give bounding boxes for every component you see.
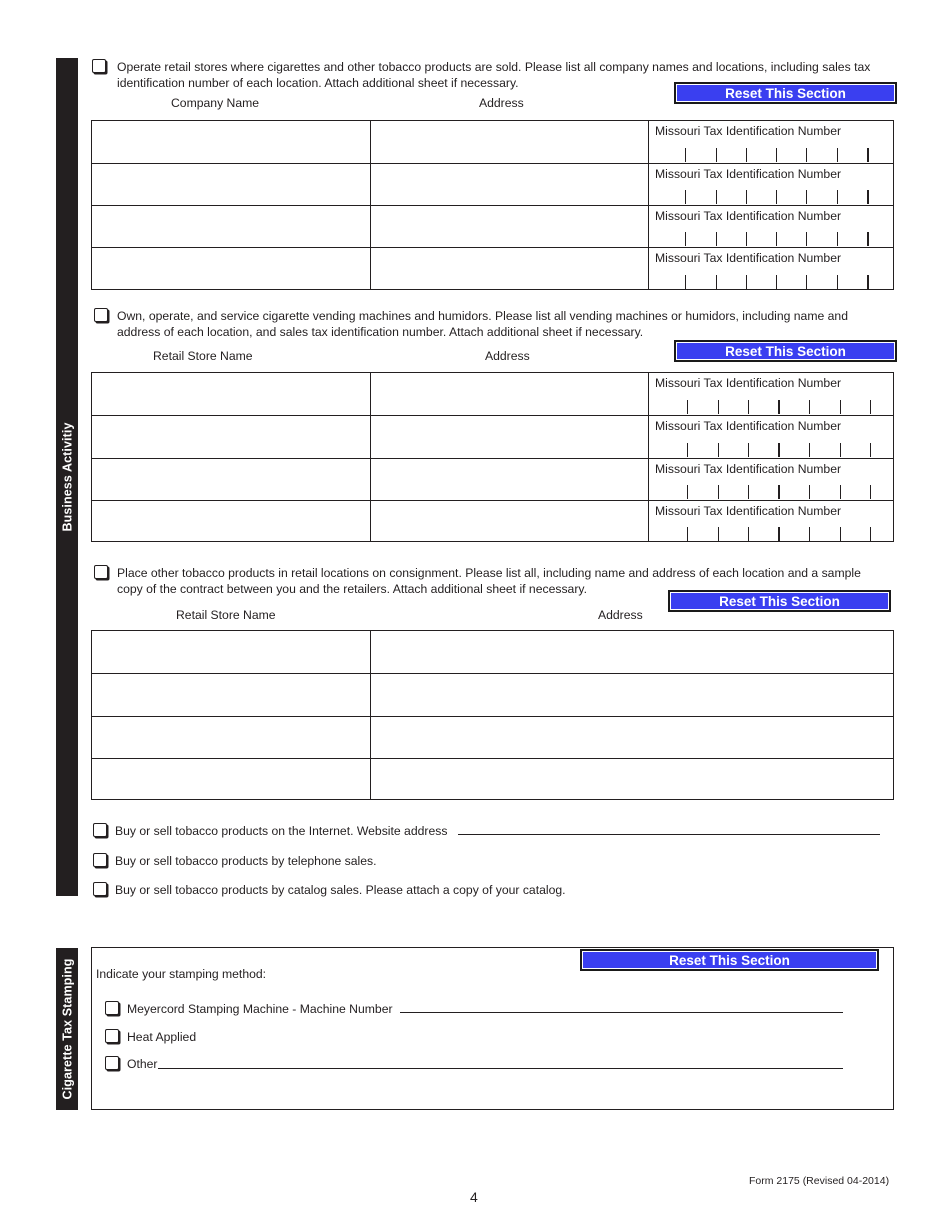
address-cell[interactable] bbox=[370, 717, 893, 758]
company-name-cell[interactable] bbox=[92, 164, 370, 205]
tin-digit-boxes[interactable] bbox=[657, 443, 871, 457]
store-name-cell[interactable] bbox=[92, 373, 370, 415]
table-row bbox=[92, 673, 893, 716]
table-row bbox=[92, 163, 893, 205]
address-cell[interactable] bbox=[370, 459, 648, 500]
tin-digit-boxes[interactable] bbox=[657, 527, 871, 541]
vending-machines-table bbox=[91, 372, 894, 542]
address-cell[interactable] bbox=[370, 501, 648, 542]
address-header: Address bbox=[598, 608, 643, 622]
table-row bbox=[92, 458, 893, 500]
internet-sales-label: Buy or sell tobacco products on the Internet. Website address bbox=[115, 824, 448, 838]
address-cell[interactable] bbox=[370, 416, 648, 458]
tin-digit-boxes[interactable] bbox=[655, 275, 869, 289]
address-cell[interactable] bbox=[370, 674, 893, 716]
table-row bbox=[92, 247, 893, 290]
reset-section-3-button[interactable]: Reset This Section bbox=[668, 590, 891, 612]
vending-machines-checkbox[interactable] bbox=[94, 308, 108, 322]
reset-section-1-button[interactable]: Reset This Section bbox=[674, 82, 897, 104]
consignment-table bbox=[91, 630, 894, 800]
cigarette-tax-stamping-label: Cigarette Tax Stamping bbox=[60, 958, 75, 1100]
address-cell[interactable] bbox=[370, 164, 648, 205]
tin-label: Missouri Tax Identification Number bbox=[655, 251, 842, 265]
address-cell[interactable] bbox=[370, 631, 893, 673]
address-cell[interactable] bbox=[370, 759, 893, 800]
table-row bbox=[92, 500, 893, 542]
table-row bbox=[92, 373, 893, 415]
other-method-label: Other bbox=[127, 1057, 158, 1071]
table-row bbox=[92, 121, 893, 163]
table-row bbox=[92, 205, 893, 247]
tin-label: Missouri Tax Identification Number bbox=[655, 209, 842, 223]
heat-applied-checkbox[interactable] bbox=[105, 1029, 119, 1043]
telephone-sales-checkbox[interactable] bbox=[93, 853, 107, 867]
tin-cell[interactable] bbox=[648, 416, 893, 458]
address-cell[interactable] bbox=[370, 121, 648, 163]
tin-label: Missouri Tax Identification Number bbox=[655, 462, 842, 476]
tin-label: Missouri Tax Identification Number bbox=[655, 167, 842, 181]
tin-cell[interactable] bbox=[648, 248, 893, 290]
address-cell[interactable] bbox=[370, 373, 648, 415]
company-name-cell[interactable] bbox=[92, 121, 370, 163]
address-header: Address bbox=[485, 349, 530, 363]
store-name-cell[interactable] bbox=[92, 631, 370, 673]
catalog-sales-checkbox[interactable] bbox=[93, 882, 107, 896]
company-name-cell[interactable] bbox=[92, 248, 370, 290]
retail-stores-question: Operate retail stores where cigarettes and other tobacco products are sold. Please list all company names and locations, including sales tax identification number of each location. Attach additional sheet if necessary. bbox=[117, 60, 871, 90]
tin-cell[interactable] bbox=[648, 373, 893, 415]
tin-label: Missouri Tax Identification Number bbox=[655, 124, 842, 138]
tin-cell[interactable] bbox=[648, 121, 893, 163]
table-row bbox=[92, 716, 893, 758]
tin-label: Missouri Tax Identification Number bbox=[655, 504, 842, 518]
business-activity-label: Business Activitiy bbox=[60, 422, 75, 532]
address-cell[interactable] bbox=[370, 248, 648, 290]
table-row bbox=[92, 758, 893, 800]
website-address-field[interactable] bbox=[458, 823, 880, 835]
consignment-question: Place other tobacco products in retail locations on consignment. Please list all, including name and address of each location and a sample copy of the contract between you and the retailers. Attach additional sheet if necessary. bbox=[117, 566, 861, 596]
vending-machines-question: Own, operate, and service cigarette vending machines and humidors. Please list all vending machines or humidors, including name and address of each location, and sales tax identification number. Attach additional sheet if necessary. bbox=[117, 309, 848, 339]
catalog-sales-label: Buy or sell tobacco products by catalog sales. Please attach a copy of your catalog. bbox=[115, 883, 566, 897]
retail-store-name-header: Retail Store Name bbox=[153, 349, 253, 363]
tin-cell[interactable] bbox=[648, 164, 893, 205]
store-name-cell[interactable] bbox=[92, 459, 370, 500]
tin-digit-boxes[interactable] bbox=[655, 190, 869, 204]
reset-stamping-section-button[interactable]: Reset This Section bbox=[580, 949, 879, 971]
business-activity-tab bbox=[56, 58, 78, 896]
machine-number-field[interactable] bbox=[400, 1001, 843, 1013]
tin-label: Missouri Tax Identification Number bbox=[655, 376, 842, 390]
heat-applied-label: Heat Applied bbox=[127, 1030, 197, 1044]
meyercord-checkbox[interactable] bbox=[105, 1001, 119, 1015]
retail-stores-table bbox=[91, 120, 894, 290]
store-name-cell[interactable] bbox=[92, 759, 370, 800]
store-name-cell[interactable] bbox=[92, 717, 370, 758]
company-name-cell[interactable] bbox=[92, 206, 370, 247]
internet-sales-checkbox[interactable] bbox=[93, 823, 107, 837]
store-name-cell[interactable] bbox=[92, 416, 370, 458]
address-header: Address bbox=[479, 96, 524, 110]
reset-section-2-button[interactable]: Reset This Section bbox=[674, 340, 897, 362]
table-row bbox=[92, 415, 893, 458]
telephone-sales-label: Buy or sell tobacco products by telephone sales. bbox=[115, 854, 377, 868]
meyercord-label: Meyercord Stamping Machine - Machine Number bbox=[127, 1002, 393, 1016]
retail-stores-checkbox[interactable] bbox=[92, 59, 106, 73]
consignment-checkbox[interactable] bbox=[94, 565, 108, 579]
form-id: Form 2175 (Revised 04-2014) bbox=[749, 1175, 890, 1187]
page-number: 4 bbox=[470, 1189, 478, 1205]
tin-digit-boxes[interactable] bbox=[655, 148, 869, 162]
cigarette-tax-stamping-tab bbox=[56, 948, 78, 1110]
tin-label: Missouri Tax Identification Number bbox=[655, 419, 842, 433]
retail-store-name-header: Retail Store Name bbox=[176, 608, 276, 622]
table-row bbox=[92, 631, 893, 673]
tin-digit-boxes[interactable] bbox=[655, 232, 869, 246]
tin-cell[interactable] bbox=[648, 501, 893, 542]
store-name-cell[interactable] bbox=[92, 501, 370, 542]
company-name-header: Company Name bbox=[171, 96, 260, 110]
other-method-checkbox[interactable] bbox=[105, 1056, 119, 1070]
other-method-field[interactable] bbox=[158, 1057, 843, 1069]
store-name-cell[interactable] bbox=[92, 674, 370, 716]
address-cell[interactable] bbox=[370, 206, 648, 247]
tin-cell[interactable] bbox=[648, 459, 893, 500]
tin-digit-boxes[interactable] bbox=[657, 400, 871, 414]
tin-digit-boxes[interactable] bbox=[657, 485, 871, 499]
tin-cell[interactable] bbox=[648, 206, 893, 247]
stamping-method-prompt: Indicate your stamping method: bbox=[96, 967, 267, 981]
